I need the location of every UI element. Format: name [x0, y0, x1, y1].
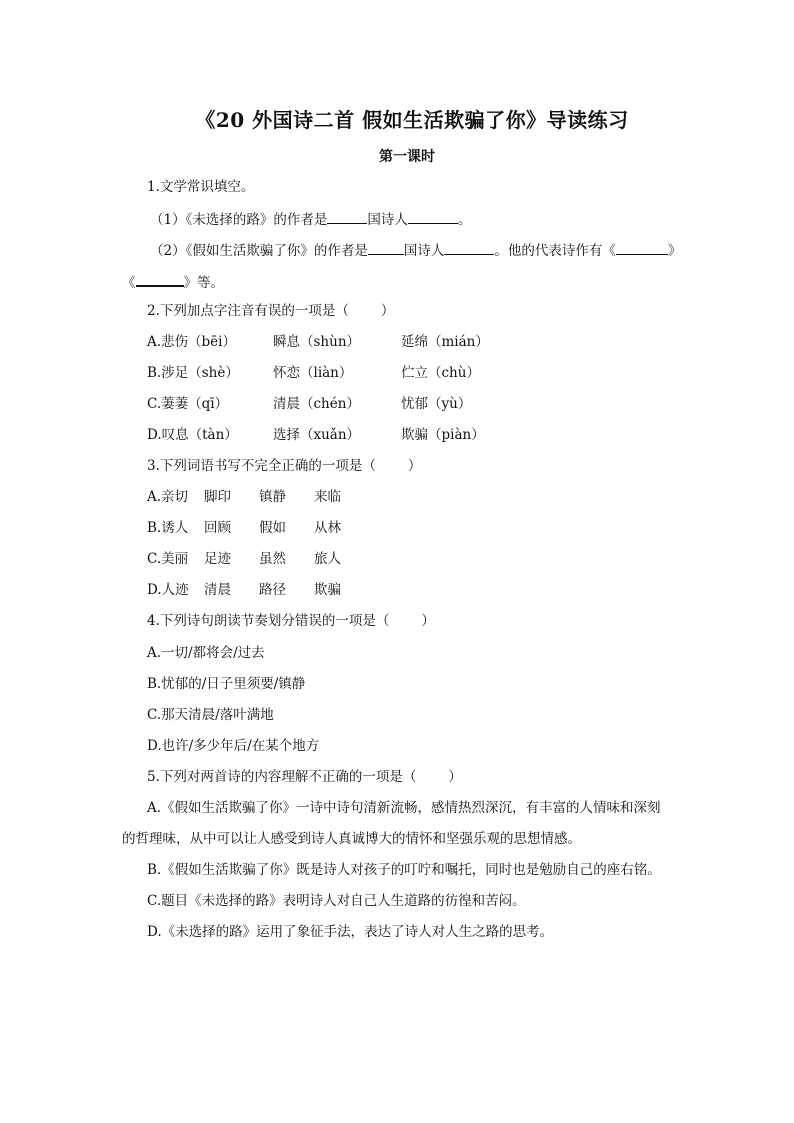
q1-stem: 1.文学常识填空。 [147, 179, 255, 195]
q1-item2-cont-text-b: 》等。 [183, 275, 224, 291]
q3-option-d-word-2: 清晨 [204, 582, 231, 598]
q3-option-d-word-1: D.人迹 [147, 582, 189, 598]
q2-stem-close: ） [380, 303, 395, 319]
q3-option-c-word-3: 虽然 [259, 551, 286, 567]
q2-option-b[interactable] [147, 364, 480, 382]
q3-option-c-word-4: 旅人 [314, 551, 341, 567]
q4-stem [147, 612, 435, 630]
q1-blank-work-2[interactable] [136, 271, 184, 287]
q4-option-b[interactable]: B.忧郁的/日子里须要/镇静 [147, 676, 306, 692]
q1-item2-continued [122, 271, 224, 292]
q2-option-c-word-1: C.萋萋（qī） [147, 396, 229, 412]
q3-option-c[interactable] [147, 550, 341, 568]
q1-blank-poet-2[interactable] [444, 240, 494, 255]
q1-blank-work-1[interactable] [616, 240, 668, 255]
q5-option-d[interactable]: D.《未选择的路》运用了象征手法，表达了诗人对人生之路的思考。 [147, 924, 554, 940]
q2-option-b-word-3: 伫立（chù） [401, 365, 480, 381]
q5-stem-close: ） [448, 769, 462, 785]
q4-option-a[interactable]: A.一切/都将会/过去 [147, 645, 265, 661]
q1-item1-text-c: 。 [457, 212, 472, 228]
q3-option-a[interactable] [147, 488, 341, 506]
q1-blank-country-2[interactable] [368, 240, 404, 255]
q3-option-c-word-1: C.美丽 [147, 551, 189, 567]
q2-option-b-word-1: B.涉足（shè） [147, 365, 239, 381]
q2-option-b-word-2: 怀恋（liàn） [273, 365, 353, 381]
q5-stem [147, 768, 462, 786]
q3-option-c-word-2: 足迹 [204, 551, 231, 567]
q1-blank-poet-1[interactable] [408, 209, 458, 224]
q2-option-c[interactable] [147, 395, 471, 413]
page-title: 《20 外国诗二首 假如生活欺骗了你》导读练习 [195, 108, 629, 132]
q1-item1-text-b: 国诗人 [367, 212, 408, 228]
q2-option-c-word-2: 清晨（chén） [273, 396, 360, 412]
q3-option-b-word-4: 从林 [314, 520, 341, 536]
q3-option-a-word-3: 镇静 [259, 489, 286, 505]
q3-stem-close: ） [407, 458, 422, 474]
q1-item2-cont-text-a: 《 [122, 275, 136, 291]
q3-option-b[interactable] [147, 519, 341, 537]
q4-stem-text: 4.下列诗句朗读节奏划分错误的一项是（ [147, 613, 390, 629]
q1-item2-text-d: 》 [667, 243, 682, 259]
q3-option-d-word-3: 路径 [259, 582, 286, 598]
q3-option-d-word-4: 欺骗 [314, 582, 341, 598]
q2-option-c-word-3: 忧郁（yù） [401, 396, 472, 412]
q2-stem [147, 302, 394, 320]
q1-item2-text-c: 。他的代表诗作有《 [494, 243, 616, 259]
q1-item1-text-a: （1）《未选择的路》的作者是 [150, 212, 328, 228]
q2-stem-text: 2.下列加点字注音有误的一项是（ [147, 303, 349, 319]
q4-stem-close: ） [421, 613, 435, 629]
q1-item2-text-a: （2）《假如生活欺骗了你》的作者是 [150, 243, 368, 259]
q1-item1 [150, 209, 471, 229]
q1-item2 [150, 240, 681, 260]
q2-option-a-word-3: 延绵（mián） [401, 334, 489, 350]
q3-option-b-word-2: 回顾 [204, 520, 231, 536]
q5-option-a[interactable]: A.《假如生活欺骗了你》一诗中诗句清新流畅，感情热烈深沉，有丰富的人情味和深刻 [147, 800, 661, 816]
q5-stem-text: 5.下列对两首诗的内容理解不正确的一项是（ [147, 769, 417, 785]
q2-option-a-word-1: A.悲伤（bēi） [147, 334, 236, 350]
q2-option-d[interactable] [147, 426, 485, 444]
q2-option-a[interactable] [147, 333, 489, 351]
q2-option-d-word-1: D.叹息（tàn） [147, 427, 238, 443]
q3-option-a-word-4: 来临 [314, 489, 341, 505]
q3-option-d[interactable] [147, 581, 341, 599]
q5-option-b[interactable]: B.《假如生活欺骗了你》既是诗人对孩子的叮咛和嘱托，同时也是勉励自己的座右铭。 [147, 862, 661, 878]
q3-stem-text: 3.下列词语书写不完全正确的一项是（ [147, 458, 376, 474]
page-subtitle: 第一课时 [379, 149, 435, 165]
q5-option-a-continued: 的哲理味，从中可以让人感受到诗人真诚博大的情怀和坚强乐观的思想情感。 [122, 831, 581, 847]
q2-option-a-word-2: 瞬息（shùn） [273, 334, 361, 350]
q4-option-d[interactable]: D.也许/多少年后/在某个地方 [147, 738, 320, 754]
q3-option-b-word-1: B.诱人 [147, 520, 189, 536]
q2-option-d-word-3: 欺骗（piàn） [401, 427, 485, 443]
q3-option-b-word-3: 假如 [259, 520, 286, 536]
q3-option-a-word-2: 脚印 [204, 489, 231, 505]
q5-option-c[interactable]: C.题目《未选择的路》表明诗人对自己人生道路的彷徨和苦闷。 [147, 893, 526, 909]
q3-stem [147, 457, 421, 475]
q1-blank-country-1[interactable] [327, 209, 367, 224]
q2-option-d-word-2: 选择（xuǎn） [273, 427, 361, 443]
q4-option-c[interactable]: C.那天清晨/落叶满地 [147, 707, 274, 723]
q1-item2-text-b: 国诗人 [403, 243, 445, 259]
q3-option-a-word-1: A.亲切 [147, 489, 189, 505]
